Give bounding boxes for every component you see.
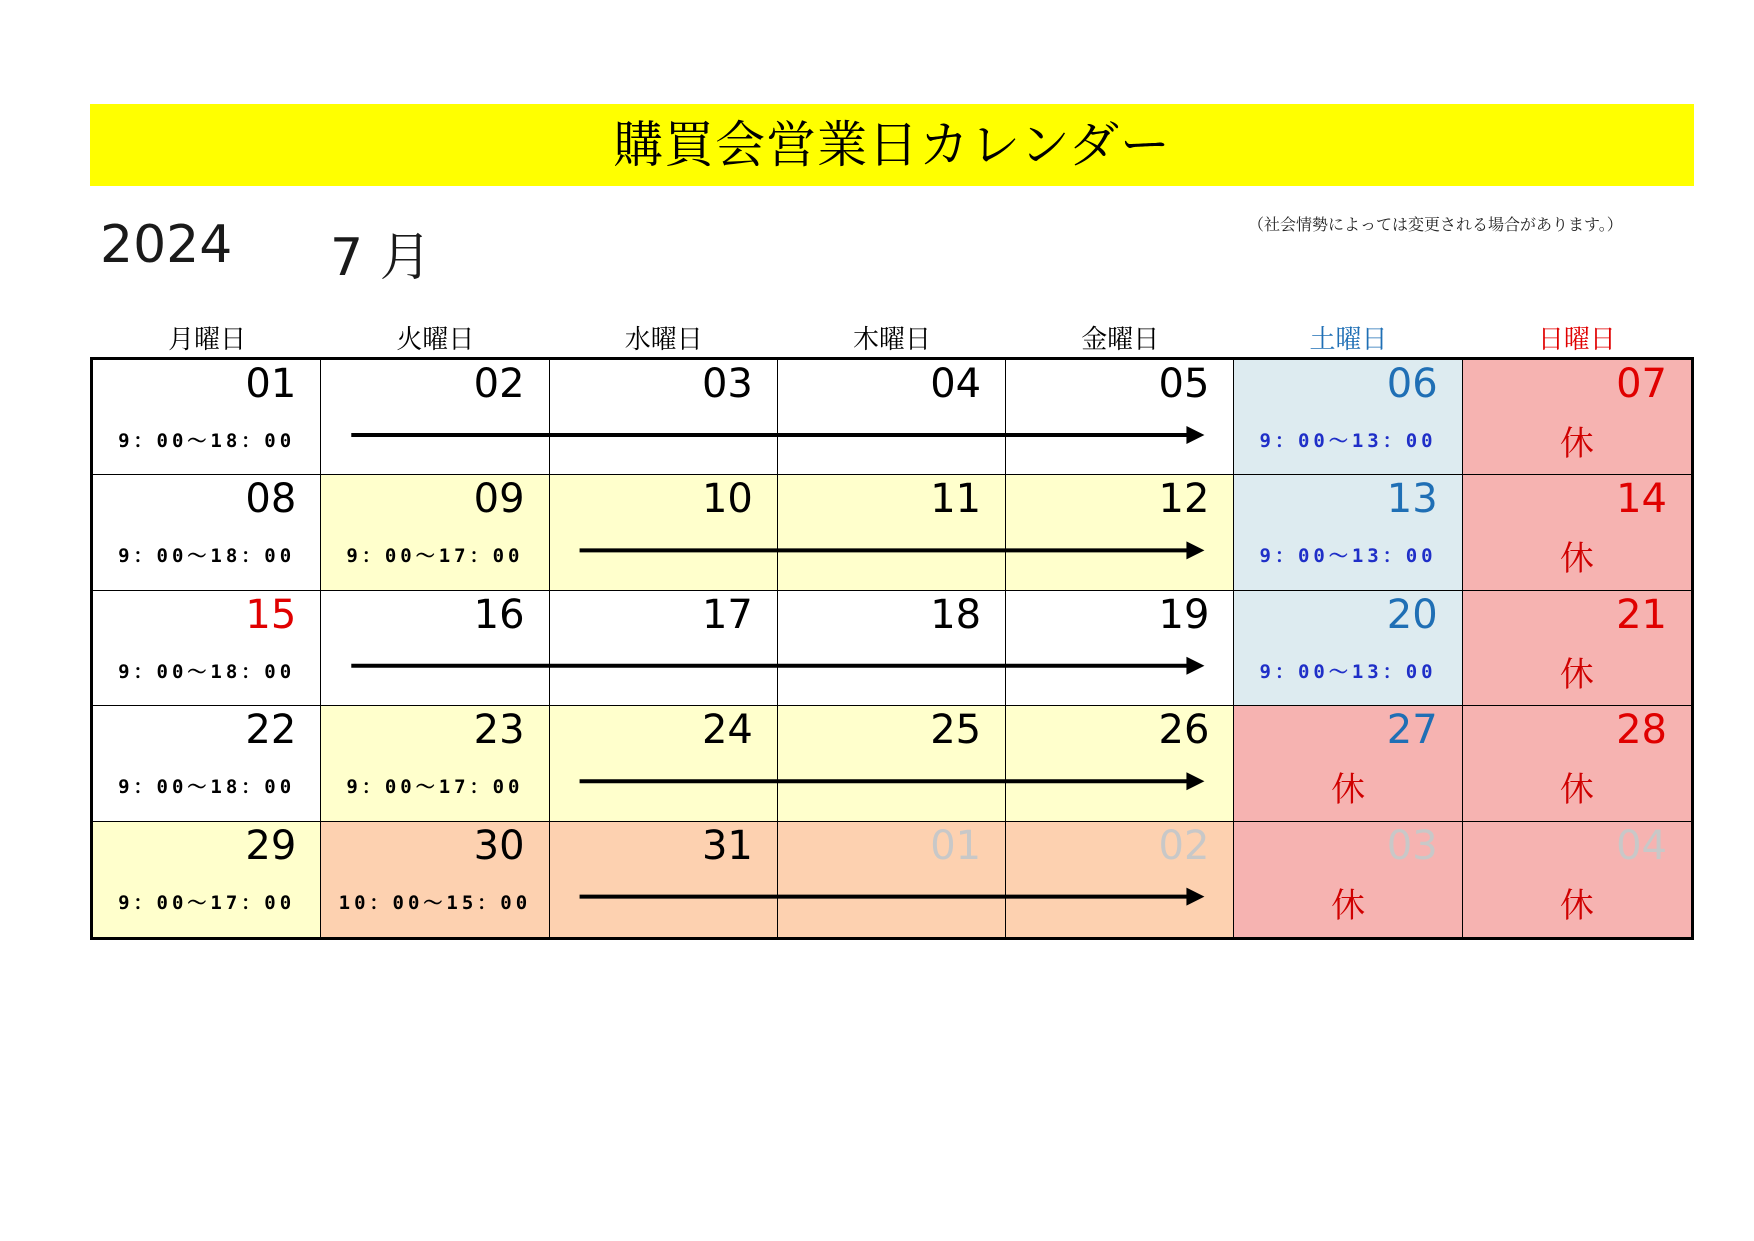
calendar-day-cell bbox=[778, 591, 1006, 706]
calendar-day-cell bbox=[550, 706, 778, 821]
calendar-day-cell bbox=[321, 706, 549, 821]
day-number: 29 bbox=[245, 822, 297, 869]
day-number: 20 bbox=[1386, 591, 1438, 638]
day-number: 17 bbox=[701, 591, 753, 638]
calendar-day-cell bbox=[1006, 822, 1234, 937]
calendar-day-cell bbox=[1463, 706, 1691, 821]
calendar-day-cell bbox=[778, 822, 1006, 937]
day-number: 05 bbox=[1158, 361, 1210, 407]
calendar-day-cell bbox=[550, 475, 778, 590]
calendar-day-cell bbox=[1463, 822, 1691, 937]
calendar-day-cell bbox=[778, 706, 1006, 821]
business-hours: 9：00～13：00 bbox=[1259, 660, 1437, 683]
business-hours: 9：00～13：00 bbox=[1259, 545, 1437, 568]
day-number: 11 bbox=[930, 476, 982, 523]
business-hours: 10：00～15：00 bbox=[338, 891, 532, 914]
day-number: 03 bbox=[701, 361, 753, 407]
day-number: 30 bbox=[473, 822, 525, 869]
day-number: 01 bbox=[245, 361, 297, 407]
calendar-day-cell bbox=[93, 822, 321, 937]
weekday-label: 金曜日 bbox=[1081, 325, 1160, 355]
day-number: 28 bbox=[1616, 707, 1667, 754]
notice-text: （社会情勢によっては変更される場合があります。） bbox=[1248, 215, 1623, 234]
calendar-day-cell bbox=[1234, 591, 1462, 706]
calendar-day-cell bbox=[1234, 360, 1462, 475]
calendar-day-cell bbox=[1006, 706, 1234, 821]
day-number: 16 bbox=[473, 591, 525, 638]
calendar-day-cell bbox=[778, 475, 1006, 590]
weekday-header bbox=[90, 322, 1694, 358]
calendar-day-cell bbox=[778, 360, 1006, 475]
calendar-day-cell bbox=[1006, 591, 1234, 706]
weekday-label: 水曜日 bbox=[624, 325, 703, 355]
calendar-day-cell bbox=[1463, 591, 1691, 706]
day-number: 15 bbox=[245, 591, 297, 638]
closed-label: 休 bbox=[1559, 885, 1594, 926]
day-number: 27 bbox=[1386, 707, 1438, 754]
business-hours: 9：00～18：00 bbox=[118, 776, 296, 799]
day-number: 18 bbox=[930, 591, 982, 638]
day-number: 24 bbox=[701, 707, 753, 754]
calendar-day-cell bbox=[321, 475, 549, 590]
calendar-day-cell bbox=[1463, 475, 1691, 590]
business-hours: 9：00～17：00 bbox=[346, 776, 524, 799]
title-bar bbox=[90, 104, 1694, 186]
day-number: 26 bbox=[1158, 707, 1210, 754]
day-number: 22 bbox=[245, 707, 297, 754]
day-number: 02 bbox=[473, 361, 525, 407]
calendar-day-cell bbox=[321, 591, 549, 706]
calendar-day-cell bbox=[1006, 360, 1234, 475]
calendar-day-cell bbox=[93, 591, 321, 706]
closed-label: 休 bbox=[1559, 424, 1594, 464]
day-number: 13 bbox=[1386, 476, 1438, 523]
day-number: 25 bbox=[930, 707, 982, 754]
weekday-label: 木曜日 bbox=[852, 325, 931, 355]
closed-label: 休 bbox=[1559, 539, 1594, 580]
calendar-day-cell bbox=[550, 360, 778, 475]
calendar-day-cell bbox=[321, 822, 549, 937]
day-number: 31 bbox=[701, 822, 753, 869]
calendar-day-cell bbox=[1006, 475, 1234, 590]
day-number: 10 bbox=[701, 476, 753, 523]
calendar-day-cell bbox=[550, 822, 778, 937]
day-number: 21 bbox=[1616, 591, 1667, 638]
business-hours: 9：00～18：00 bbox=[118, 430, 296, 452]
business-hours: 9：00～17：00 bbox=[118, 891, 296, 914]
month-label: 7 月 bbox=[330, 228, 432, 288]
closed-label: 休 bbox=[1559, 654, 1594, 695]
calendar-day-cell bbox=[1463, 360, 1691, 475]
day-number: 19 bbox=[1158, 591, 1210, 638]
day-number: 06 bbox=[1386, 361, 1438, 407]
day-number: 12 bbox=[1158, 476, 1210, 523]
closed-label: 休 bbox=[1331, 885, 1366, 926]
day-number: 03 bbox=[1386, 822, 1438, 869]
closed-label: 休 bbox=[1559, 770, 1594, 811]
calendar-day-cell bbox=[1234, 475, 1462, 590]
year-label: 2024 bbox=[100, 215, 233, 275]
day-number: 04 bbox=[1616, 822, 1667, 869]
weekday-label: 火曜日 bbox=[396, 325, 475, 355]
business-hours: 9：00～18：00 bbox=[118, 545, 296, 568]
closed-label: 休 bbox=[1331, 770, 1366, 811]
calendar-grid bbox=[90, 357, 1694, 940]
calendar-day-cell bbox=[321, 360, 549, 475]
page-title: 購買会営業日カレンダー bbox=[613, 116, 1171, 174]
calendar-day-cell bbox=[93, 360, 321, 475]
business-hours: 9：00～17：00 bbox=[346, 545, 524, 568]
day-number: 02 bbox=[1158, 822, 1210, 869]
business-hours: 9：00～13：00 bbox=[1259, 430, 1437, 452]
day-number: 07 bbox=[1616, 361, 1667, 407]
calendar-day-cell bbox=[1234, 706, 1462, 821]
calendar-day-cell bbox=[1234, 822, 1462, 937]
calendar-day-cell bbox=[550, 591, 778, 706]
day-number: 08 bbox=[245, 476, 297, 523]
day-number: 23 bbox=[473, 707, 525, 754]
day-number: 01 bbox=[930, 822, 982, 869]
day-number: 04 bbox=[930, 361, 982, 407]
weekday-label: 月曜日 bbox=[168, 325, 247, 355]
calendar-day-cell bbox=[93, 475, 321, 590]
day-number: 14 bbox=[1616, 476, 1667, 523]
day-number: 09 bbox=[473, 476, 525, 523]
calendar-day-cell bbox=[93, 706, 321, 821]
weekday-label: 土曜日 bbox=[1309, 325, 1388, 355]
weekday-label: 日曜日 bbox=[1537, 325, 1616, 355]
business-hours: 9：00～18：00 bbox=[118, 660, 296, 683]
